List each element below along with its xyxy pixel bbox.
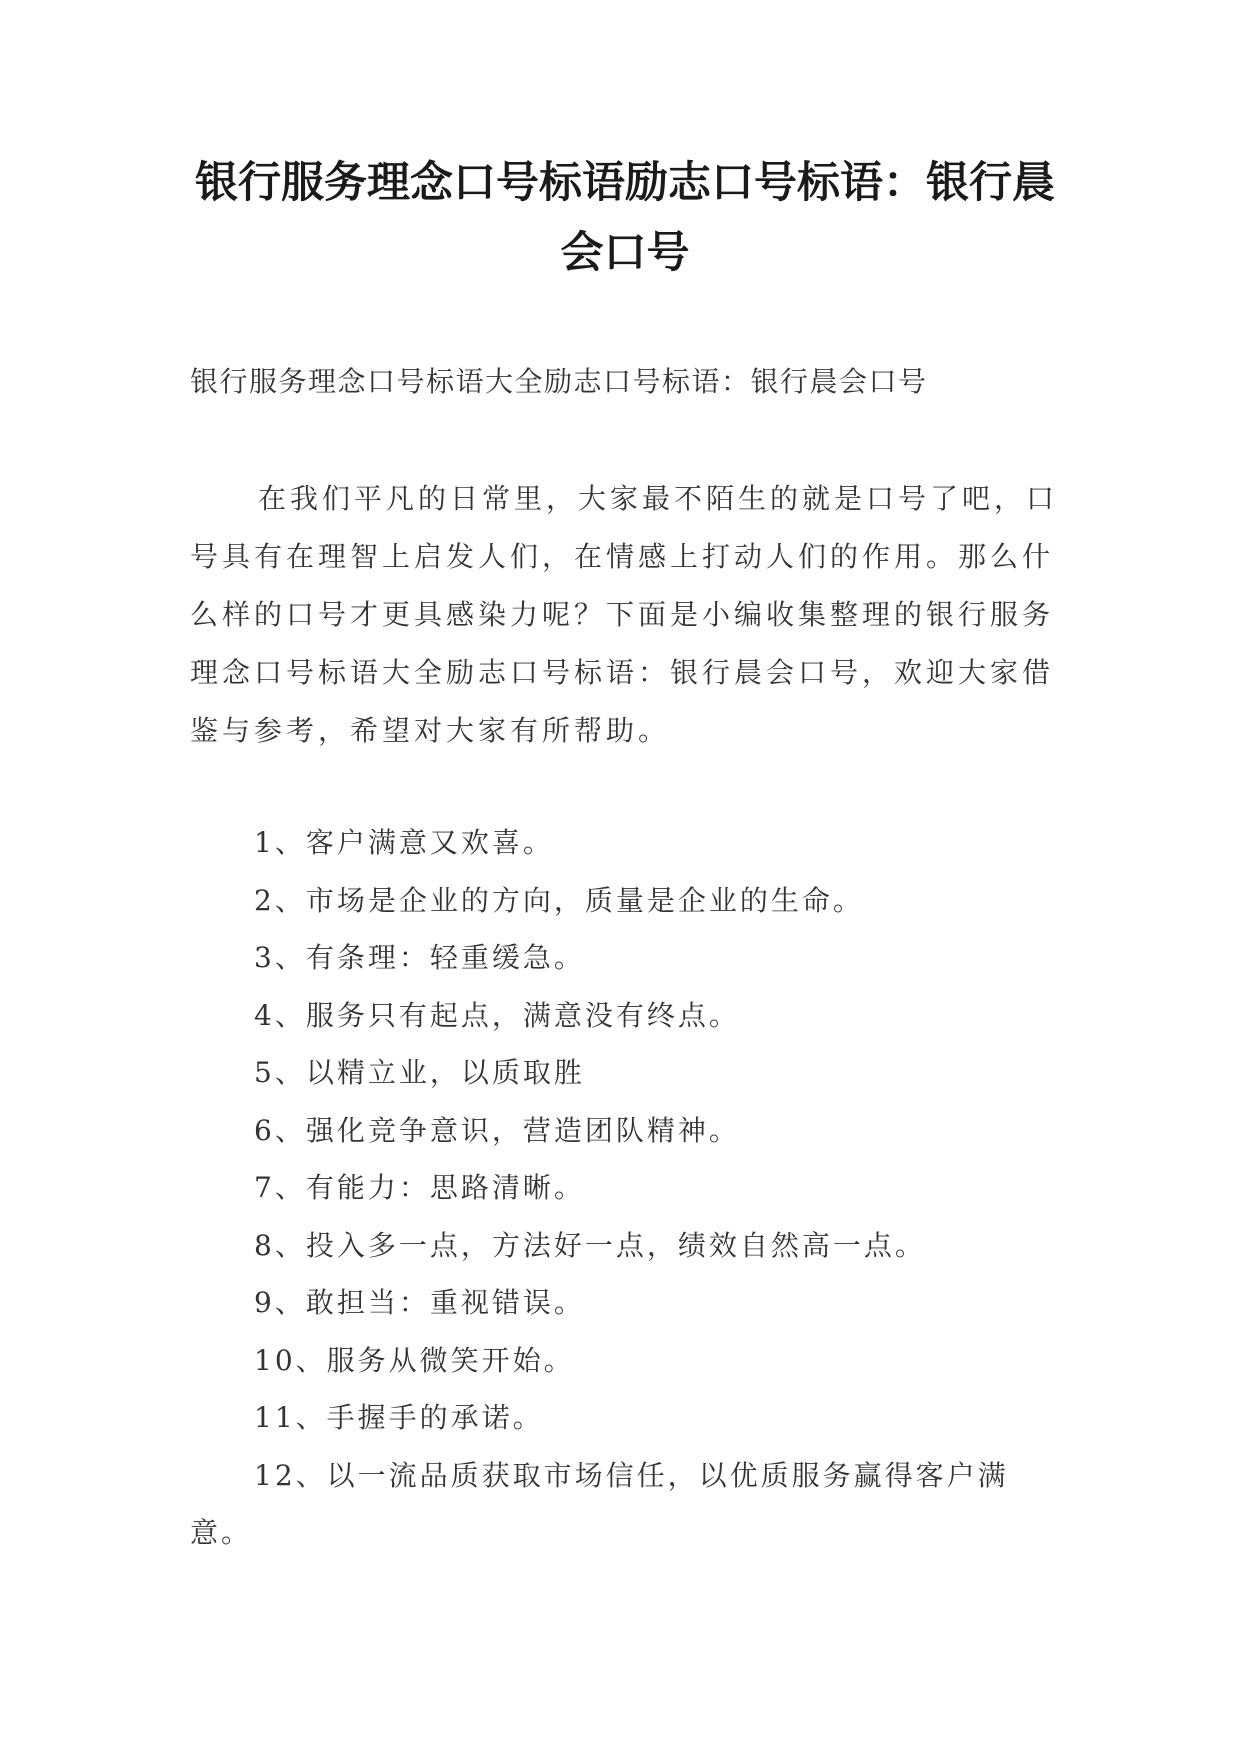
list-item: 11、手握手的承诺。 — [254, 1401, 544, 1434]
list-item: 10、服务从微笑开始。 — [254, 1343, 575, 1377]
list-item: 1、客户满意又欢喜。 — [254, 826, 554, 859]
intro-paragraph: 在我们平凡的日常里，大家最不陌生的就是口号了吧，口号具有在理智上启发人们，在情感上打动人们的作用。那么什么样的口号才更具感染力呢？下面是小编收集整理的银行服务理念口号标语大全励志口号标语：银行晨会口号，欢迎大家借鉴与参考，希望对大家有所帮助。 — [190, 482, 1059, 747]
list-item: 9、敢担当：重视错误。 — [254, 1286, 585, 1319]
list-item: 7、有能力：思路清晰。 — [254, 1171, 585, 1204]
list-item: 6、强化竞争意识，营造团队精神。 — [254, 1113, 740, 1147]
list-item: 4、服务只有起点，满意没有终点。 — [254, 998, 740, 1032]
list-item: 12、以一流品质获取市场信任，以优质服务赢得客户满意。 — [190, 1458, 1009, 1549]
list-item: 2、市场是企业的方向，质量是企业的生命。 — [254, 883, 864, 917]
document-title: 银行服务理念口号标语励志口号标语：银行晨会口号 — [195, 158, 1055, 278]
document-subtitle: 银行服务理念口号标语大全励志口号标语：银行晨会口号 — [190, 365, 928, 398]
slogan-list — [190, 814, 1060, 1562]
list-item: 3、有条理：轻重缓急。 — [254, 941, 585, 974]
list-item: 8、投入多一点，方法好一点，绩效自然高一点。 — [254, 1228, 926, 1262]
list-item: 5、以精立业，以质取胜 — [254, 1056, 585, 1089]
